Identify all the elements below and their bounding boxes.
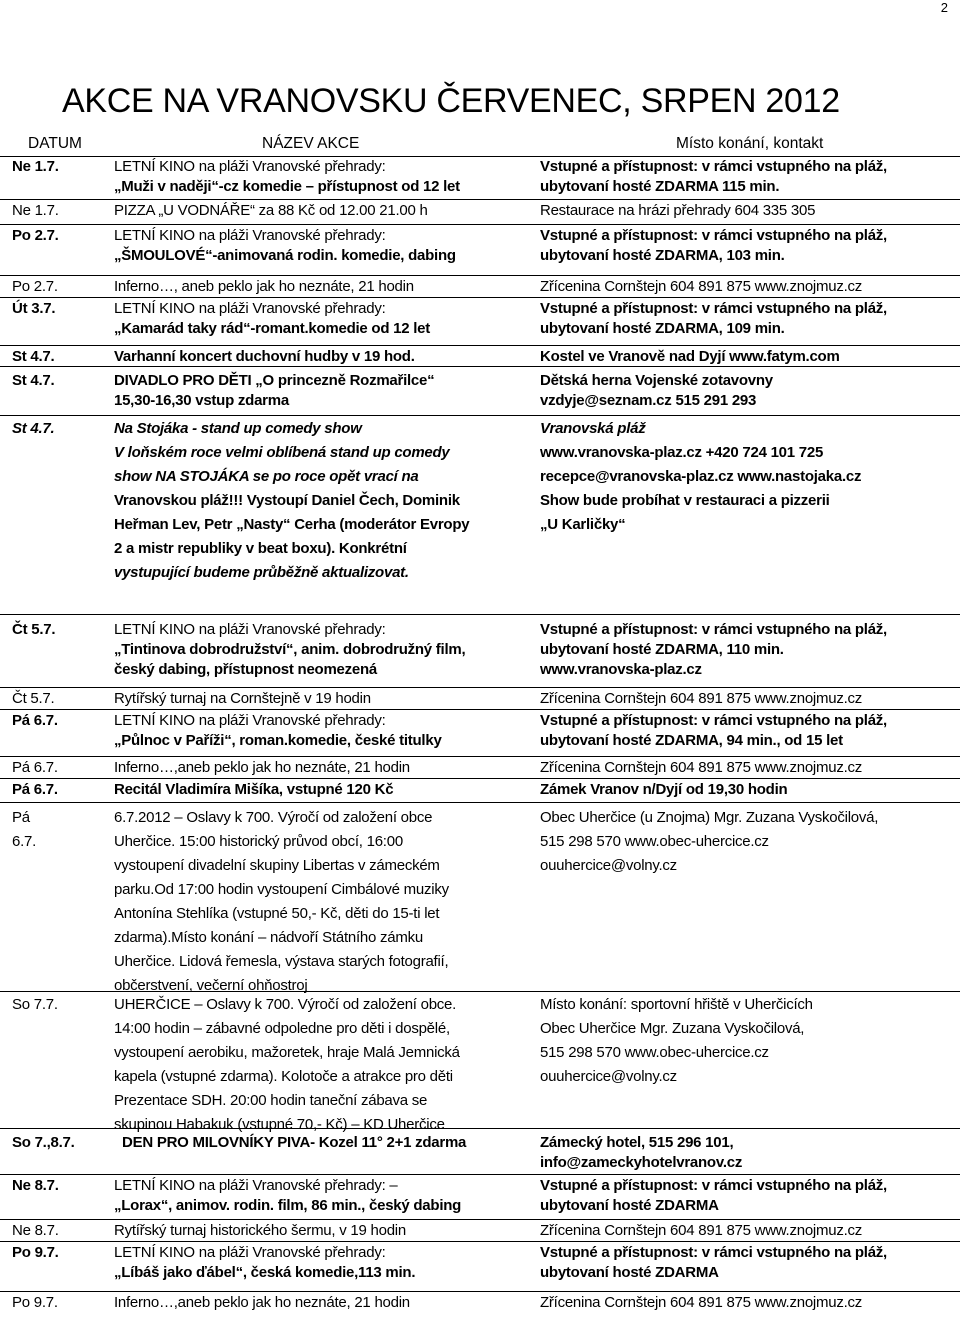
event-name-line: DEN PRO MILOVNÍKY PIVA- Kozel 11° 2+1 zdarma bbox=[122, 1134, 467, 1151]
event-place-line: ubytovaní hosté ZDARMA, 110 min. bbox=[540, 641, 784, 658]
event-place-line: Zřícenina Cornštejn 604 891 875 www.znojmuz.cz bbox=[540, 759, 863, 776]
event-row bbox=[0, 1292, 960, 1316]
event-name-line: Inferno…,aneb peklo jak ho neznáte, 21 hodin bbox=[114, 1294, 410, 1311]
event-name-line: LETNÍ KINO na pláži Vranovské přehrady: bbox=[114, 712, 386, 729]
event-date: Po 9.7. bbox=[12, 1294, 58, 1311]
event-name-line: 2 a mistr republiky v beat boxu). Konkrétní bbox=[114, 540, 407, 557]
event-date: Ne 8.7. bbox=[12, 1177, 59, 1194]
event-place-line: Obec Uherčice Mgr. Zuzana Vyskočilová, bbox=[540, 1020, 805, 1037]
event-place-line: ouuhercice@volny.cz bbox=[540, 1068, 677, 1085]
event-name-line: „Lorax“, animov. rodin. film, 86 min., český dabing bbox=[114, 1197, 462, 1214]
event-name-line: Uherčice. 15:00 historický průvod obcí, 16:00 bbox=[114, 833, 403, 850]
event-name-line: PIZZA „U VODNÁŘE“ za 88 Kč od 12.00 21.00 h bbox=[114, 202, 428, 219]
event-row bbox=[0, 367, 960, 416]
event-date: Pá 6.7. bbox=[12, 781, 58, 798]
event-place-line: Vstupné a přístupnost: v rámci vstupného na pláž, bbox=[540, 227, 887, 244]
page-title: AKCE NA VRANOVSKU ČERVENEC, SRPEN 2012 bbox=[62, 82, 840, 120]
event-row bbox=[0, 225, 960, 276]
event-name-line: Rytířský turnaj na Cornštejně v 19 hodin bbox=[114, 690, 371, 707]
event-place-line: Zřícenina Cornštejn 604 891 875 www.znojmuz.cz bbox=[540, 1222, 863, 1239]
event-place-line: Zřícenina Cornštejn 604 891 875 www.znojmuz.cz bbox=[540, 1294, 863, 1311]
event-row bbox=[0, 416, 960, 615]
event-name-line: show NA STOJÁKA se po roce opět vrací na bbox=[114, 468, 419, 485]
event-row bbox=[0, 298, 960, 346]
event-place-line: Obec Uherčice (u Znojma) Mgr. Zuzana Vyskočilová, bbox=[540, 809, 879, 826]
event-place-line: Zřícenina Cornštejn 604 891 875 www.znojmuz.cz bbox=[540, 278, 863, 295]
event-place-line: Vranovská pláž bbox=[540, 420, 646, 437]
header-name: NÁZEV AKCE bbox=[262, 135, 360, 152]
event-name-line: vystoupení aerobiku, mažoretek, hraje Malá Jemnická bbox=[114, 1044, 460, 1061]
event-place-line: info@zameckyhotelvranov.cz bbox=[540, 1154, 743, 1171]
event-row bbox=[0, 992, 960, 1133]
event-date: Po 9.7. bbox=[12, 1244, 59, 1261]
event-date: Pá 6.7. bbox=[12, 759, 58, 776]
event-place-line: ubytovaní hosté ZDARMA bbox=[540, 1264, 719, 1281]
event-name-line: LETNÍ KINO na pláži Vranovské přehrady: – bbox=[114, 1177, 398, 1194]
event-name-line: kapela (vstupné zdarma). Kolotoče a atrakce pro děti bbox=[114, 1068, 453, 1085]
event-date: So 7.,8.7. bbox=[12, 1134, 75, 1151]
event-date: Út 3.7. bbox=[12, 300, 56, 317]
event-place-line: ubytovaní hosté ZDARMA 115 min. bbox=[540, 178, 780, 195]
event-place-line: Zřícenina Cornštejn 604 891 875 www.znojmuz.cz bbox=[540, 690, 863, 707]
event-date: So 7.7. bbox=[12, 996, 58, 1013]
event-name-line: vystupující budeme průběžně aktualizovat. bbox=[114, 564, 409, 581]
page-number: 2 bbox=[940, 0, 948, 15]
event-date: St 4.7. bbox=[12, 372, 55, 389]
event-place-line: 515 298 570 www.obec-uhercice.cz bbox=[540, 833, 769, 850]
event-row bbox=[0, 1175, 960, 1220]
event-name-line: „Půlnoc v Paříži“, roman.komedie, české titulky bbox=[114, 732, 442, 749]
event-name-line: zdarma).Místo konání – nádvoří Státního zámku bbox=[114, 929, 423, 946]
event-place-line: ubytovaní hosté ZDARMA bbox=[540, 1197, 719, 1214]
event-name-line: LETNÍ KINO na pláži Vranovské přehrady: bbox=[114, 621, 386, 638]
event-name-line: „Líbáš jako ďábel“, česká komedie,113 min. bbox=[114, 1264, 416, 1281]
event-date: St 4.7. bbox=[12, 348, 55, 365]
event-place-line: ubytovaní hosté ZDARMA, 94 min., od 15 let bbox=[540, 732, 843, 749]
event-date: Po 2.7. bbox=[12, 278, 58, 295]
event-name-line: LETNÍ KINO na pláži Vranovské přehrady: bbox=[114, 158, 386, 175]
event-place-line: www.vranovska-plaz.cz bbox=[540, 661, 702, 678]
event-place-line: Vstupné a přístupnost: v rámci vstupného na pláž, bbox=[540, 300, 887, 317]
event-name-line: Varhanní koncert duchovní hudby v 19 hod. bbox=[114, 348, 415, 365]
event-row bbox=[0, 803, 960, 992]
event-place-line: 515 298 570 www.obec-uhercice.cz bbox=[540, 1044, 769, 1061]
event-date: Čt 5.7. bbox=[12, 621, 56, 638]
event-date: St 4.7. bbox=[12, 420, 55, 437]
event-row bbox=[0, 615, 960, 688]
event-place-line: „U Karličky“ bbox=[540, 516, 626, 533]
event-name-line: Na Stojáka - stand up comedy show bbox=[114, 420, 362, 437]
event-date: Ne 1.7. bbox=[12, 202, 59, 219]
event-place-line: ouuhercice@volny.cz bbox=[540, 857, 677, 874]
event-place-line: Show bude probíhat v restauraci a pizzerii bbox=[540, 492, 830, 509]
event-date: Ne 8.7. bbox=[12, 1222, 59, 1239]
event-name-line: LETNÍ KINO na pláži Vranovské přehrady: bbox=[114, 227, 386, 244]
event-name-line: skupinou Habakuk (vstupné 70,- Kč) – KD Uherčice bbox=[114, 1116, 445, 1133]
event-row bbox=[0, 757, 960, 779]
header-place: Místo konání, kontakt bbox=[676, 135, 824, 152]
event-name-line: DIVADLO PRO DĚTI „O princezně Rozmařilce“ bbox=[114, 372, 435, 389]
event-row bbox=[0, 276, 960, 298]
event-name-line: 6.7.2012 – Oslavy k 700. Výročí od založení obce bbox=[114, 809, 433, 826]
event-place-line: Restaurace na hrázi přehrady 604 335 305 bbox=[540, 202, 816, 219]
event-name-line: „Kamarád taky rád“-romant.komedie od 12 let bbox=[114, 320, 431, 337]
event-name-line: UHERČICE – Oslavy k 700. Výročí od založení obce. bbox=[114, 996, 457, 1013]
event-date: Po 2.7. bbox=[12, 227, 59, 244]
event-place-line: Vstupné a přístupnost: v rámci vstupného na pláž, bbox=[540, 158, 887, 175]
event-name-line: Recitál Vladimíra Mišíka, vstupné 120 Kč bbox=[114, 781, 394, 798]
event-date: Ne 1.7. bbox=[12, 158, 59, 175]
event-row bbox=[0, 779, 960, 803]
event-row bbox=[0, 1242, 960, 1292]
event-name-line: Inferno…,aneb peklo jak ho neznáte, 21 hodin bbox=[114, 759, 410, 776]
event-row bbox=[0, 710, 960, 757]
event-place-line: Zámecký hotel, 515 296 101, bbox=[540, 1134, 734, 1151]
event-name-line: parku.Od 17:00 hodin vystoupení Cimbálové muziky bbox=[114, 881, 449, 898]
event-name-line: občerstvení, večerní ohňostroj bbox=[114, 977, 308, 994]
event-place-line: Dětská herna Vojenské zotavovny bbox=[540, 372, 773, 389]
event-name-line: LETNÍ KINO na pláži Vranovské přehrady: bbox=[114, 1244, 386, 1261]
event-row bbox=[0, 688, 960, 710]
event-place-line: recepce@vranovska-plaz.cz www.nastojaka.cz bbox=[540, 468, 862, 485]
event-place-line: Kostel ve Vranově nad Dyjí www.fatym.com bbox=[540, 348, 840, 365]
event-name-line: Inferno…, aneb peklo jak ho neznáte, 21 hodin bbox=[114, 278, 414, 295]
event-place-line: Vstupné a přístupnost: v rámci vstupného na pláž, bbox=[540, 1177, 887, 1194]
event-place-line: ubytovaní hosté ZDARMA, 103 min. bbox=[540, 247, 785, 264]
event-name-line: Heřman Lev, Petr „Nasty“ Cerha (moderátor Evropy bbox=[114, 516, 470, 533]
event-name-line: Prezentace SDH. 20:00 hodin taneční zábava se bbox=[114, 1092, 428, 1109]
event-place-line: Vstupné a přístupnost: v rámci vstupného na pláž, bbox=[540, 621, 887, 638]
event-name-line: Vranovskou pláž!!! Vystoupí Daniel Čech, Dominik bbox=[114, 492, 460, 509]
event-name-line: Antonína Stehlíka (vstupné 50,- Kč, děti do 15-ti let bbox=[114, 905, 440, 922]
table-header bbox=[0, 134, 960, 157]
event-place-line: Zámek Vranov n/Dyjí od 19,30 hodin bbox=[540, 781, 788, 798]
event-name-line: český dabing, přístupnost neomezená bbox=[114, 661, 377, 678]
event-place-line: Vstupné a přístupnost: v rámci vstupného na pláž, bbox=[540, 1244, 887, 1261]
header-date: DATUM bbox=[28, 135, 82, 152]
event-name-line: „Tintinova dobrodružství“, anim. dobrodružný film, bbox=[114, 641, 466, 658]
event-place-line: www.vranovska-plaz.cz +420 724 101 725 bbox=[540, 444, 824, 461]
event-date: Čt 5.7. bbox=[12, 690, 55, 707]
event-name-line: Rytířský turnaj historického šermu, v 19 hodin bbox=[114, 1222, 406, 1239]
event-name-line: „Muži v naději“-cz komedie – přístupnost od 12 let bbox=[114, 178, 460, 195]
event-name-line: 14:00 hodin – zábavné odpoledne pro děti i dospělé, bbox=[114, 1020, 450, 1037]
event-name-line: 15,30-16,30 vstup zdarma bbox=[114, 392, 289, 409]
event-row bbox=[0, 1220, 960, 1242]
event-name-line: LETNÍ KINO na pláži Vranovské přehrady: bbox=[114, 300, 386, 317]
event-name-line: „ŠMOULOVÉ“-animovaná rodin. komedie, dabing bbox=[114, 247, 456, 264]
event-date: Pá 6.7. bbox=[12, 712, 58, 729]
event-row bbox=[0, 156, 960, 200]
event-place-line: ubytovaní hosté ZDARMA, 109 min. bbox=[540, 320, 785, 337]
event-name-line: V loňském roce velmi oblíbená stand up comedy bbox=[114, 444, 450, 461]
event-date: 6.7. bbox=[12, 833, 37, 850]
event-place-line: Vstupné a přístupnost: v rámci vstupného na pláž, bbox=[540, 712, 887, 729]
event-place-line: Místo konání: sportovní hřiště v Uherčicích bbox=[540, 996, 813, 1013]
event-name-line: Uherčice. Lidová řemesla, výstava starých fotografií, bbox=[114, 953, 449, 970]
event-place-line: vzdyje@seznam.cz 515 291 293 bbox=[540, 392, 757, 409]
event-name-line: vystoupení divadelní skupiny Libertas v zámeckém bbox=[114, 857, 440, 874]
event-date: Pá bbox=[12, 809, 30, 826]
event-row bbox=[0, 200, 960, 225]
event-row bbox=[0, 346, 960, 367]
event-row bbox=[0, 1129, 960, 1175]
